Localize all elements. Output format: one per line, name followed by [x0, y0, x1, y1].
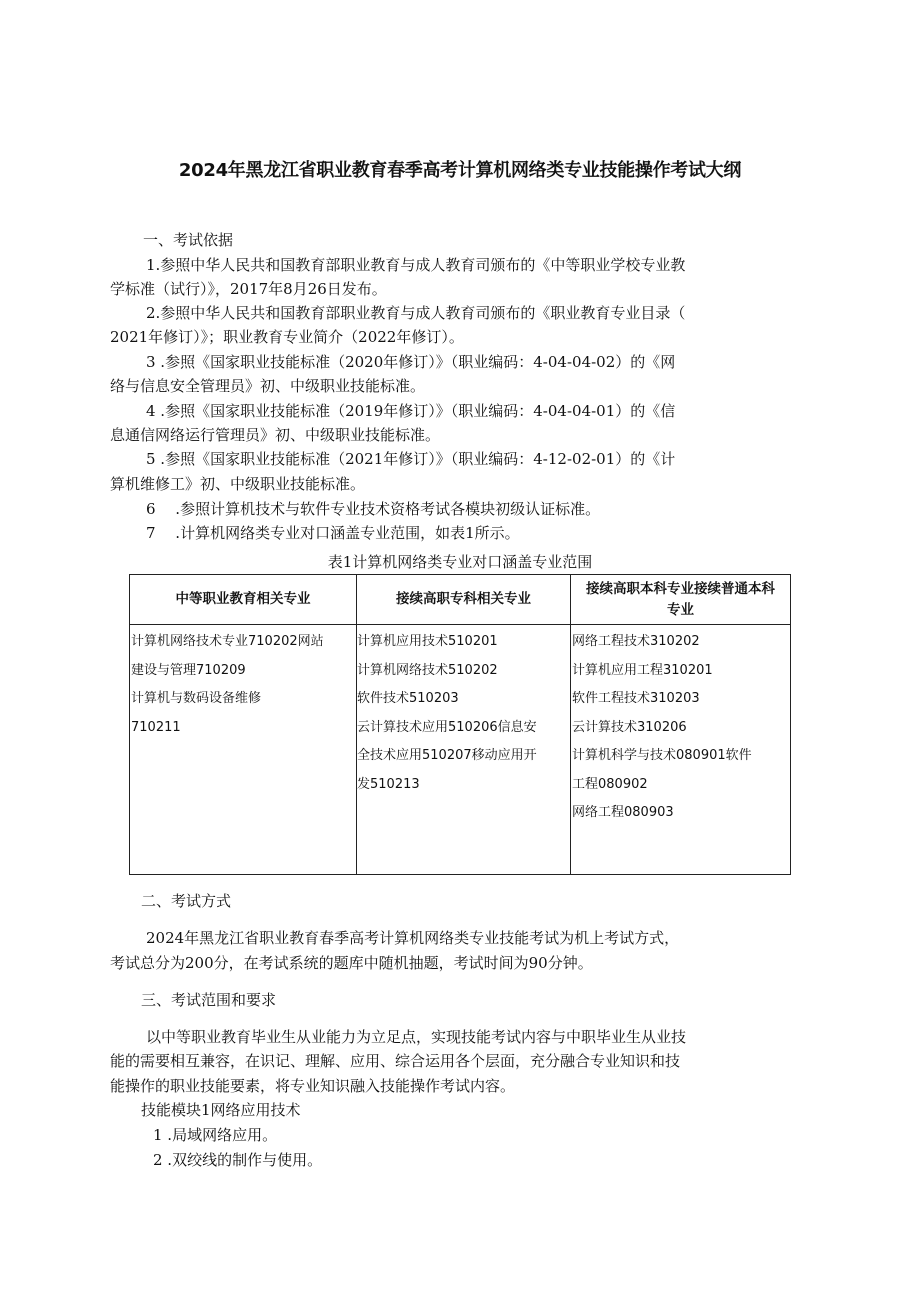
section3-line: 能的需要相互兼容，在识记、理解、应用、综合运用各个层面，充分融合专业知识和技 [110, 1052, 681, 1070]
table-cell-secondary [131, 628, 324, 742]
table-cell-line: 计算机应用技术510201 [357, 634, 498, 649]
table-cell-line: 网络工程技术310202 [572, 634, 700, 649]
section2-heading: 二、考试方式 [141, 892, 232, 910]
section2-line: 考试总分为200分，在考试系统的题库中随机抽题，考试时间为90分钟。 [110, 954, 593, 972]
skill-module-title: 技能模块1网络应用技术 [141, 1101, 301, 1119]
skill-item: 1 .局域网络应用。 [153, 1126, 278, 1144]
table-header-secondary: 中等职业教育相关专业 [175, 591, 311, 607]
table-cell-line: 计算机科学与技术080901软件 [572, 748, 752, 763]
table-header-divider [130, 624, 790, 625]
table-cell-undergraduate [572, 628, 752, 828]
document-title: 2024年黑龙江省职业教育春季高考计算机网络类专业技能操作考试大纲 [178, 160, 742, 181]
section3-heading: 三、考试范围和要求 [141, 991, 277, 1009]
section1-line: 1.参照中华人民共和国教育部职业教育与成人教育司颁布的《中等职业学校专业教 [146, 256, 686, 274]
table-cell-line: 工程080902 [572, 776, 648, 792]
section1-line: 2021年修订）》；职业教育专业简介（2022年修订）。 [110, 328, 464, 346]
section1-line: 学标准（试行）》，2017年8月26日发布。 [110, 280, 387, 298]
table-cell-line: 计算机应用工程310201 [572, 662, 713, 678]
section1-line: 6 .参照计算机技术与软件专业技术资格考试各模块初级认证标准。 [146, 500, 601, 518]
table-header-undergraduate: 接续高职本科专业接续普通本科 专业 [586, 580, 775, 618]
section1-line: 4 .参照《国家职业技能标准（2019年修订）》（职业编码：4-04-04-01）的《信 [146, 402, 676, 420]
section1-heading: 一、考试依据 [143, 231, 234, 249]
table-cell-line: 全技术应用510207移动应用开 [357, 748, 537, 763]
table-header-vocational-college: 接续高职专科相关专业 [396, 591, 531, 607]
section1-line: 算机维修工》初、中级职业技能标准。 [110, 475, 366, 493]
table-cell-line: 计算机网络技术专业710202网站 [131, 634, 324, 649]
skill-item: 2 .双绞线的制作与使用。 [153, 1151, 323, 1169]
table-cell-vocational-college [357, 628, 537, 799]
table-cell-line: 云计算技术310206 [572, 719, 687, 735]
section1-line: 息通信网络运行管理员》初、中级职业技能标准。 [110, 426, 441, 444]
section1-line: 络与信息安全管理员》初、中级职业技能标准。 [110, 377, 426, 395]
section1-line: 7 .计算机网络类专业对口涵盖专业范围，如表1所示。 [146, 524, 520, 542]
table-cell-line: 软件技术510203 [357, 691, 459, 706]
section3-line: 以中等职业教育毕业生从业能力为立足点，实现技能考试内容与中职毕业生从业技 [146, 1028, 687, 1046]
table-cell-line: 云计算技术应用510206信息安 [357, 719, 537, 735]
table-cell-line: 计算机网络技术510202 [357, 662, 498, 678]
section1-line: 2.参照中华人民共和国教育部职业教育与成人教育司颁布的《职业教育专业目录（ [146, 304, 686, 322]
table-cell-line: 发510213 [357, 776, 420, 792]
major-range-table [129, 574, 791, 875]
section1-line: 5 .参照《国家职业技能标准（2021年修订）》（职业编码：4-12-02-01）的《计 [146, 450, 676, 468]
section1-line: 3 .参照《国家职业技能标准（2020年修订）》（职业编码：4-04-04-02）的《网 [146, 353, 676, 371]
section2-line: 2024年黑龙江省职业教育春季高考计算机网络类专业技能考试为机上考试方式， [146, 929, 680, 947]
table-cell-line: 710211 [131, 719, 181, 735]
table-cell-line: 建设与管理710209 [131, 662, 246, 678]
table-cell-line: 软件工程技术310203 [572, 691, 700, 706]
section3-line: 能操作的职业技能要素，将专业知识融入技能操作考试内容。 [110, 1077, 516, 1095]
table-cell-line: 计算机与数码设备维修 [131, 691, 262, 706]
table-cell-line: 网络工程080903 [572, 805, 674, 820]
table-caption: 表1计算机网络类专业对口涵盖专业范围 [327, 553, 593, 571]
